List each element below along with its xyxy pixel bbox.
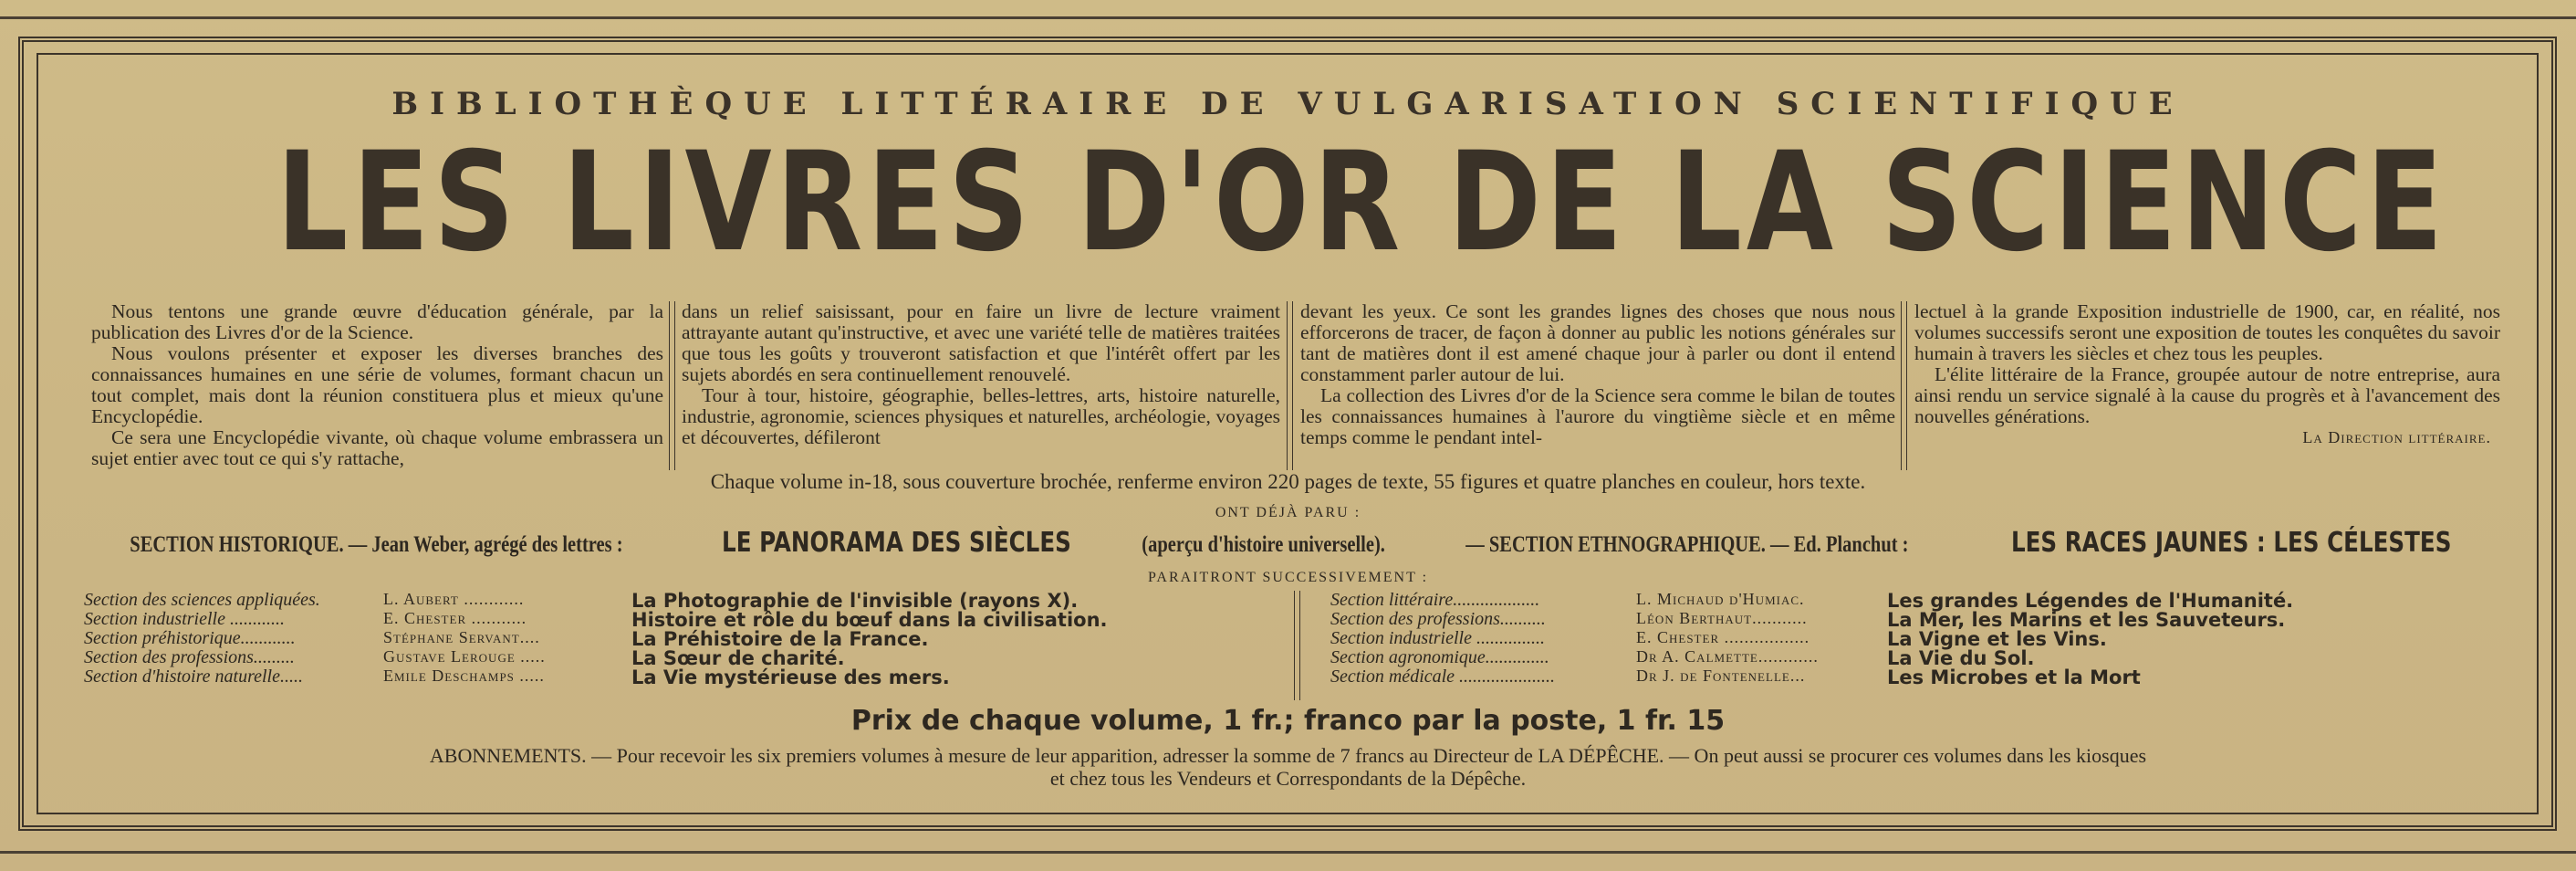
author: Gustave Lerouge ..... — [383, 647, 546, 666]
author: Dr A. Calmette............ — [1636, 647, 1819, 666]
column-divider — [1901, 301, 1907, 470]
book-note: (aperçu d'histoire universelle). — [1141, 532, 1385, 557]
section-label: Section agronomique.............. — [1330, 647, 1549, 667]
book-title: Histoire et rôle du bœuf dans la civilisation. — [631, 609, 1108, 631]
author: L. Aubert ............ — [383, 590, 525, 608]
list-item — [1330, 628, 2498, 650]
price-line: Prix de chaque volume, 1 fr.; franco par la poste, 1 fr. 15 — [850, 705, 1726, 737]
section-label: Section industrielle ............ — [84, 609, 285, 629]
upcoming-list-left — [84, 590, 1288, 686]
top-rule — [0, 16, 2576, 19]
paragraph: Nous tentons une grande œuvre d'éducation générale, par la publication des Livres d'or de la Science. — [91, 301, 663, 343]
upcoming-list-right — [1330, 590, 2498, 686]
signature: La Direction littéraire. — [2302, 428, 2491, 446]
upcoming-heading: PARAITRONT SUCCESSIVEMENT : — [1147, 570, 1429, 585]
list-item — [1330, 609, 2498, 631]
list-divider — [1294, 591, 1300, 700]
paragraph: Ce sera une Encyclopédie vivante, où chaque volume embrassera un sujet entier avec tout ce qui s'y rattache, — [91, 426, 663, 469]
author: Stéphane Servant.... — [383, 628, 540, 646]
section-label: Section industrielle ............... — [1330, 628, 1545, 648]
column-divider — [1287, 301, 1293, 470]
book-title: Les grandes Légendes de l'Humanité. — [1887, 590, 2294, 612]
section-label: Section préhistorique............ — [84, 628, 296, 648]
section-label: Section médicale ..................... — [1330, 666, 1556, 687]
subscription-line-1: ABONNEMENTS. — Pour recevoir les six premiers volumes à mesure de leur apparition, adresser la somme de 7 francs au Directeur de LA DÉPÊCHE. — On peut aussi se procurer ces volumes dans les kiosques — [429, 744, 2147, 767]
section-historique: SECTION HISTORIQUE. — Jean Weber, agrégé des lettres : — [130, 532, 623, 557]
section-label: Section des professions......... — [84, 647, 295, 667]
paragraph: devant les yeux. Ce sont les grandes lignes des choses que nous nous efforcerons de tracer, de façon à donner au public les notions générales sur tant de matières dont il est amené chaque jour à parler ou dont il entend constamment parler autour de lui. — [1300, 301, 1895, 385]
author: Dr J. de Fontenelle... — [1636, 666, 1806, 685]
intro-column-4 — [1914, 301, 2500, 475]
list-item — [1330, 666, 2498, 686]
book-title: LE PANORAMA DES SIÈCLES — [721, 527, 1071, 559]
book-title: LES RACES JAUNES : LES CÉLESTES — [2011, 527, 2452, 559]
list-item — [84, 609, 1288, 631]
author: Léon Berthaut........... — [1636, 609, 1808, 627]
section-label: Section des professions.......... — [1330, 609, 1546, 629]
book-title: La Vigne et les Vins. — [1887, 628, 2107, 650]
paragraph: Tour à tour, histoire, géographie, belles-lettres, arts, histoire naturelle, industrie, agronomie, sciences physiques et naturelles, archéologie, voyages et découvertes, défileront — [682, 384, 1280, 448]
section-label: Section d'histoire naturelle..... — [84, 666, 303, 687]
intro-column-3 — [1300, 301, 1895, 475]
subscription-line-2: et chez tous les Vendeurs et Correspondants de la Dépêche. — [1049, 767, 1527, 790]
section-label: Section littéraire................... — [1330, 590, 1540, 610]
list-item — [84, 628, 1288, 650]
book-title: La Photographie de l'invisible (rayons X). — [631, 590, 1079, 612]
column-divider — [669, 301, 675, 470]
paragraph: L'élite littéraire de la France, groupée autour de notre entreprise, aura ainsi rendu un service signalé à la cause du progrès et à l'avancement des nouvelles générations. — [1914, 363, 2500, 427]
list-item — [1330, 590, 2498, 612]
author: Emile Deschamps ..... — [383, 666, 545, 685]
intro-column-2 — [682, 301, 1280, 475]
section-label: Section des sciences appliquées. — [84, 590, 320, 610]
paragraph: La collection des Livres d'or de la Science sera comme le bilan de toutes les connaissances humaines à l'aurore du vingtième siècle et en même temps comme le pendant intel- — [1300, 384, 1895, 448]
section-ethnographique: — SECTION ETHNOGRAPHIQUE. — Ed. Planchut : — [1465, 532, 1909, 557]
paragraph: Nous voulons présenter et exposer les diverses branches des connaissances humaines en une série de volumes, formant chacun un tout complet, mais dont la réunion constituera plus et mieux qu'une Encyclopédie. — [91, 342, 663, 427]
author: E. Chester ................. — [1636, 628, 1810, 646]
book-title: La Sœur de charité. — [631, 647, 845, 669]
published-heading: ONT DÉJÀ PARU : — [1215, 505, 1361, 520]
author: E. Chester ........... — [383, 609, 527, 627]
book-title: La Préhistoire de la France. — [631, 628, 929, 650]
book-title: Les Microbes et la Mort — [1887, 666, 2141, 688]
format-line: Chaque volume in-18, sous couverture brochée, renferme environ 220 pages de texte, 55 figures et quatre planches en couleur, hors texte. — [710, 470, 1866, 493]
book-title: La Vie mystérieuse des mers. — [631, 666, 950, 688]
paragraph: lectuel à la grande Exposition industrielle de 1900, car, en réalité, nos volumes successifs seront une exposition de toutes les conquêtes du savoir humain à travers les siècles et chez tous les peuples. — [1914, 301, 2500, 364]
list-item — [84, 590, 1288, 612]
list-item — [84, 666, 1288, 686]
book-title: La Vie du Sol. — [1887, 647, 2035, 669]
intro-column-1 — [91, 301, 663, 475]
series-heading: BIBLIOTHÈQUE LITTÉRAIRE DE VULGARISATION SCIENTIFIQUE — [391, 86, 2185, 122]
list-item — [84, 647, 1288, 669]
list-item — [1330, 647, 2498, 669]
subscription-notice — [91, 744, 2485, 790]
main-title: LES LIVRES D'OR DE LA SCIENCE — [276, 123, 2448, 282]
book-title: La Mer, les Marins et les Sauveteurs. — [1887, 609, 2286, 631]
author: L. Michaud d'Humiac. — [1636, 590, 1805, 608]
bottom-rule — [0, 851, 2576, 854]
published-sections — [73, 527, 2503, 559]
paragraph: dans un relief saisissant, pour en faire un livre de lecture vraiment attrayante autant qu'instructive, et avec une variété telle de matières traitées que tous les goûts y trouveront satisfaction et que l'intérêt offert par les sujets abordés en sera continuellement renouvelé. — [682, 301, 1280, 385]
